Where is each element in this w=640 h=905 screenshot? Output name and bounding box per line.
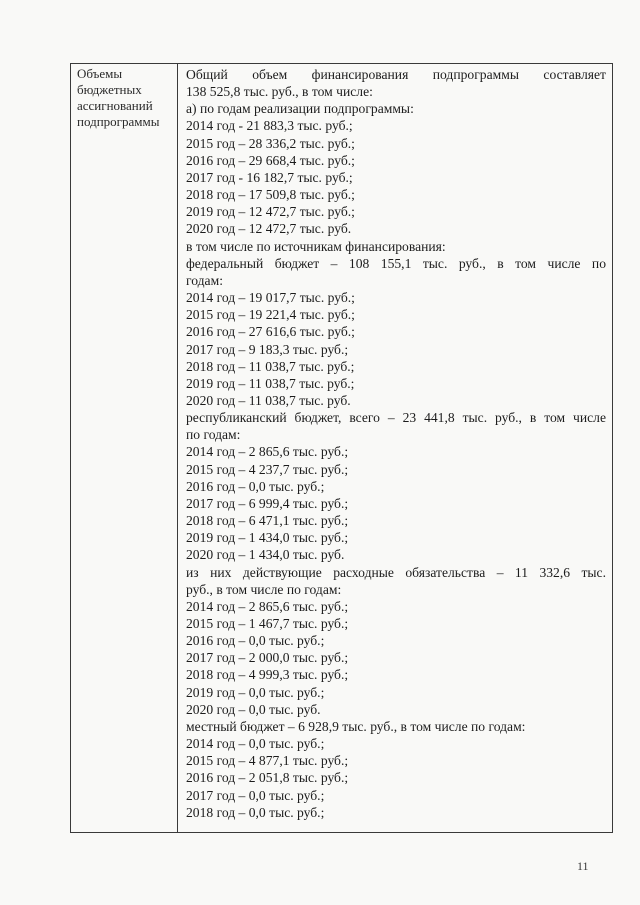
funding-line: в том числе по источникам финансирования: [186,238,446,254]
page-number: 11 [577,859,589,873]
funding-line: 2014 год – 2 865,6 тыс. руб.; [186,598,349,614]
funding-line: годам: [186,272,223,288]
funding-line: 138 525,8 тыс. руб., в том числе: [186,84,373,100]
funding-line: 2016 год – 27 616,6 тыс. руб.; [186,324,355,340]
funding-line: по годам: [186,427,241,443]
funding-line: 2015 год – 4 237,7 тыс. руб.; [186,461,349,477]
funding-line: 2018 год – 11 038,7 тыс. руб.; [186,358,355,374]
funding-line: 2020 год – 0,0 тыс. руб. [186,701,321,717]
funding-line: 2019 год – 1 434,0 тыс. руб.; [186,530,349,546]
funding-line: 2014 год – 2 865,6 тыс. руб.; [186,444,349,460]
funding-line: 2018 год – 4 999,3 тыс. руб.; [186,667,349,683]
funding-line: 2015 год – 4 877,1 тыс. руб.; [186,753,349,769]
funding-line: 2017 год – 0,0 тыс. руб.; [186,787,325,803]
label-line: Объемы [77,66,123,81]
funding-line: 2020 год – 1 434,0 тыс. руб. [186,547,345,563]
funding-line: республиканский бюджет, всего – 23 441,8 тыс. руб., в том числе [186,410,606,426]
funding-line: а) по годам реализации подпрограммы: [186,101,414,117]
funding-line: 2018 год – 0,0 тыс. руб.; [186,804,325,820]
funding-line: 2016 год – 0,0 тыс. руб.; [186,478,325,494]
label-line: подпрограммы [77,114,160,129]
funding-line: из них действующие расходные обязательства – 11 332,6 тыс. [186,564,606,580]
funding-line: 2020 год – 12 472,7 тыс. руб. [186,221,352,237]
funding-line: 2015 год – 28 336,2 тыс. руб.; [186,135,355,151]
funding-line: 2014 год – 0,0 тыс. руб.; [186,736,325,752]
funding-line: 2014 год – 19 017,7 тыс. руб.; [186,290,355,306]
funding-line: 2017 год - 16 182,7 тыс. руб.; [186,169,353,185]
funding-line: 2020 год – 11 038,7 тыс. руб. [186,392,351,408]
funding-table [70,63,613,833]
label-line: ассигнований [77,98,153,113]
funding-line: 2019 год – 12 472,7 тыс. руб.; [186,204,355,220]
funding-line: 2016 год – 2 051,8 тыс. руб.; [186,770,349,786]
funding-details-cell [178,64,612,832]
funding-line: 2019 год – 0,0 тыс. руб.; [186,684,325,700]
funding-line: руб., в том числе по годам: [186,581,342,597]
funding-line: 2018 год – 17 509,8 тыс. руб.; [186,187,355,203]
funding-line: 2014 год - 21 883,3 тыс. руб.; [186,118,353,134]
funding-line: 2016 год – 29 668,4 тыс. руб.; [186,152,355,168]
funding-line: 2017 год – 6 999,4 тыс. руб.; [186,495,349,511]
funding-line: 2019 год – 11 038,7 тыс. руб.; [186,375,355,391]
funding-line: 2018 год – 6 471,1 тыс. руб.; [186,513,349,529]
funding-line: 2016 год – 0,0 тыс. руб.; [186,633,325,649]
funding-line: местный бюджет – 6 928,9 тыс. руб., в том числе по годам: [186,718,526,734]
funding-line: 2015 год – 19 221,4 тыс. руб.; [186,307,355,323]
row-label-cell [71,64,178,832]
funding-line: федеральный бюджет – 108 155,1 тыс. руб., в том числе по [186,255,606,271]
funding-line: 2015 год – 1 467,7 тыс. руб.; [186,616,349,631]
funding-line: Общий объем финансирования подпрограммы составляет [186,67,606,82]
label-line: бюджетных [77,82,142,97]
funding-line: 2017 год – 9 183,3 тыс. руб.; [186,341,349,357]
funding-line: 2017 год – 2 000,0 тыс. руб.; [186,650,349,666]
